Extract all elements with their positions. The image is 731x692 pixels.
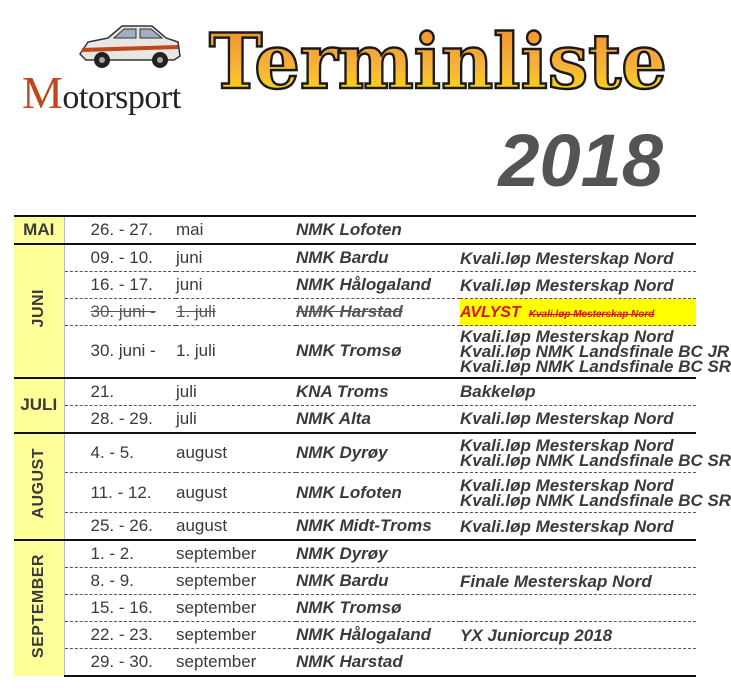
event-row bbox=[14, 216, 696, 244]
event-notes bbox=[460, 568, 696, 595]
event-date: 21. bbox=[64, 378, 176, 406]
event-note: Kvali.løp Mesterskap Nord bbox=[460, 248, 674, 268]
event-notes bbox=[460, 433, 731, 473]
event-row bbox=[14, 473, 696, 513]
event-organizer: NMK Bardu bbox=[296, 568, 460, 595]
month-label-august: AUGUST bbox=[14, 433, 64, 541]
event-notes bbox=[460, 513, 696, 541]
event-row bbox=[14, 326, 696, 378]
event-organizer: NMK Bardu bbox=[296, 244, 460, 272]
event-month: juli bbox=[176, 405, 296, 433]
car-icon bbox=[74, 20, 184, 72]
event-row bbox=[14, 244, 696, 272]
event-month: september bbox=[176, 540, 296, 568]
event-month: 1. juli bbox=[176, 299, 296, 326]
event-notes bbox=[460, 473, 731, 513]
event-month: august bbox=[176, 433, 296, 473]
event-date: 26. - 27. bbox=[64, 216, 176, 244]
event-date: 11. - 12. bbox=[64, 473, 176, 513]
event-organizer: NMK Dyrøy bbox=[296, 433, 460, 473]
event-month: august bbox=[176, 473, 296, 513]
event-note: Kvali.løp Mesterskap Nord bbox=[460, 409, 674, 428]
event-organizer: NMK Midt-Troms bbox=[296, 513, 460, 541]
event-notes bbox=[460, 216, 696, 244]
event-organizer: NMK Lofoten bbox=[296, 216, 460, 244]
event-month: september bbox=[176, 622, 296, 649]
month-label-mai: MAI bbox=[14, 216, 64, 244]
event-organizer: NMK Lofoten bbox=[296, 473, 460, 513]
event-organizer: NMK Tromsø bbox=[296, 595, 460, 622]
event-organizer: KNA Troms bbox=[296, 378, 460, 406]
event-row bbox=[14, 272, 696, 299]
event-date: 15. - 16. bbox=[64, 595, 176, 622]
event-month: september bbox=[176, 649, 296, 677]
event-month: juni bbox=[176, 244, 296, 272]
event-row bbox=[14, 595, 696, 622]
event-notes bbox=[460, 272, 696, 299]
event-organizer: NMK Tromsø bbox=[296, 326, 460, 378]
year: 2018 bbox=[498, 119, 663, 202]
logo-text: Motorsport bbox=[22, 67, 181, 118]
event-date: 28. - 29. bbox=[64, 405, 176, 433]
event-notes bbox=[460, 649, 696, 677]
event-date: 22. - 23. bbox=[64, 622, 176, 649]
event-note: Kvali.løp Mesterskap Nord bbox=[460, 475, 674, 495]
event-organizer: NMK Dyrøy bbox=[296, 540, 460, 568]
event-month: august bbox=[176, 513, 296, 541]
event-note: Kvali.løp Mesterskap Nord bbox=[460, 326, 674, 346]
event-notes bbox=[460, 622, 696, 649]
event-note: Kvali.løp Mesterskap Nord bbox=[460, 435, 674, 455]
event-note: Kvali.løp Mesterskap Nord bbox=[460, 516, 674, 536]
event-row bbox=[14, 649, 696, 677]
title-terminliste bbox=[205, 4, 675, 114]
event-date: 09. - 10. bbox=[64, 244, 176, 272]
event-date: 25. - 26. bbox=[64, 513, 176, 541]
event-date: 16. - 17. bbox=[64, 272, 176, 299]
event-row bbox=[14, 513, 696, 541]
cancelled-label: AVLYST bbox=[460, 304, 521, 321]
event-month: juli bbox=[176, 378, 296, 406]
event-month: mai bbox=[176, 216, 296, 244]
event-row bbox=[14, 433, 696, 473]
month-label-juli: JULI bbox=[14, 378, 64, 433]
event-note: Kvali.løp NMK Landsfinale BC JR bbox=[460, 341, 730, 361]
title-text: Terminliste bbox=[209, 17, 667, 106]
event-notes bbox=[460, 244, 696, 272]
event-date: 30. juni - bbox=[64, 299, 176, 326]
event-notes bbox=[460, 326, 731, 378]
cancelled-notice bbox=[460, 299, 696, 326]
event-note: Finale Mesterskap Nord bbox=[460, 571, 652, 591]
event-month: 1. juli bbox=[176, 326, 296, 378]
event-note: YX Juniorcup 2018 bbox=[460, 625, 613, 645]
event-notes bbox=[460, 378, 696, 406]
event-organizer: NMK Hålogaland bbox=[296, 622, 460, 649]
event-row bbox=[14, 622, 696, 649]
event-note: Kvali.løp Mesterskap Nord bbox=[460, 275, 674, 295]
month-label-september: SEPTEMBER bbox=[14, 540, 64, 676]
event-row bbox=[14, 540, 696, 568]
event-organizer: NMK Harstad bbox=[296, 649, 460, 677]
schedule-table bbox=[14, 215, 731, 677]
event-row bbox=[14, 568, 696, 595]
event-date: 30. juni - bbox=[64, 326, 176, 378]
month-label-juni: JUNI bbox=[14, 244, 64, 378]
event-notes bbox=[460, 540, 696, 568]
event-month: september bbox=[176, 568, 296, 595]
event-date: 4. - 5. bbox=[64, 433, 176, 473]
event-note: Bakkeløp bbox=[460, 382, 536, 401]
event-organizer: NMK Alta bbox=[296, 405, 460, 433]
event-date: 29. - 30. bbox=[64, 649, 176, 677]
event-note: Kvali.løp Mesterskap Nord bbox=[528, 309, 655, 320]
event-note: Kvali.løp NMK Landsfinale BC SR bbox=[460, 356, 731, 376]
event-row bbox=[14, 405, 696, 433]
event-note: Kvali.løp NMK Landsfinale BC SR bbox=[460, 450, 731, 470]
event-row bbox=[14, 299, 696, 326]
motorsport-logo bbox=[22, 20, 202, 118]
event-row bbox=[14, 378, 696, 406]
event-month: september bbox=[176, 595, 296, 622]
event-organizer: NMK Harstad bbox=[296, 299, 460, 326]
event-organizer: NMK Hålogaland bbox=[296, 272, 460, 299]
event-date: 1. - 2. bbox=[64, 540, 176, 568]
event-notes bbox=[460, 595, 696, 622]
event-note: Kvali.løp NMK Landsfinale BC SR bbox=[460, 490, 731, 510]
event-date: 8. - 9. bbox=[64, 568, 176, 595]
event-notes bbox=[460, 405, 696, 433]
event-month: juni bbox=[176, 272, 296, 299]
